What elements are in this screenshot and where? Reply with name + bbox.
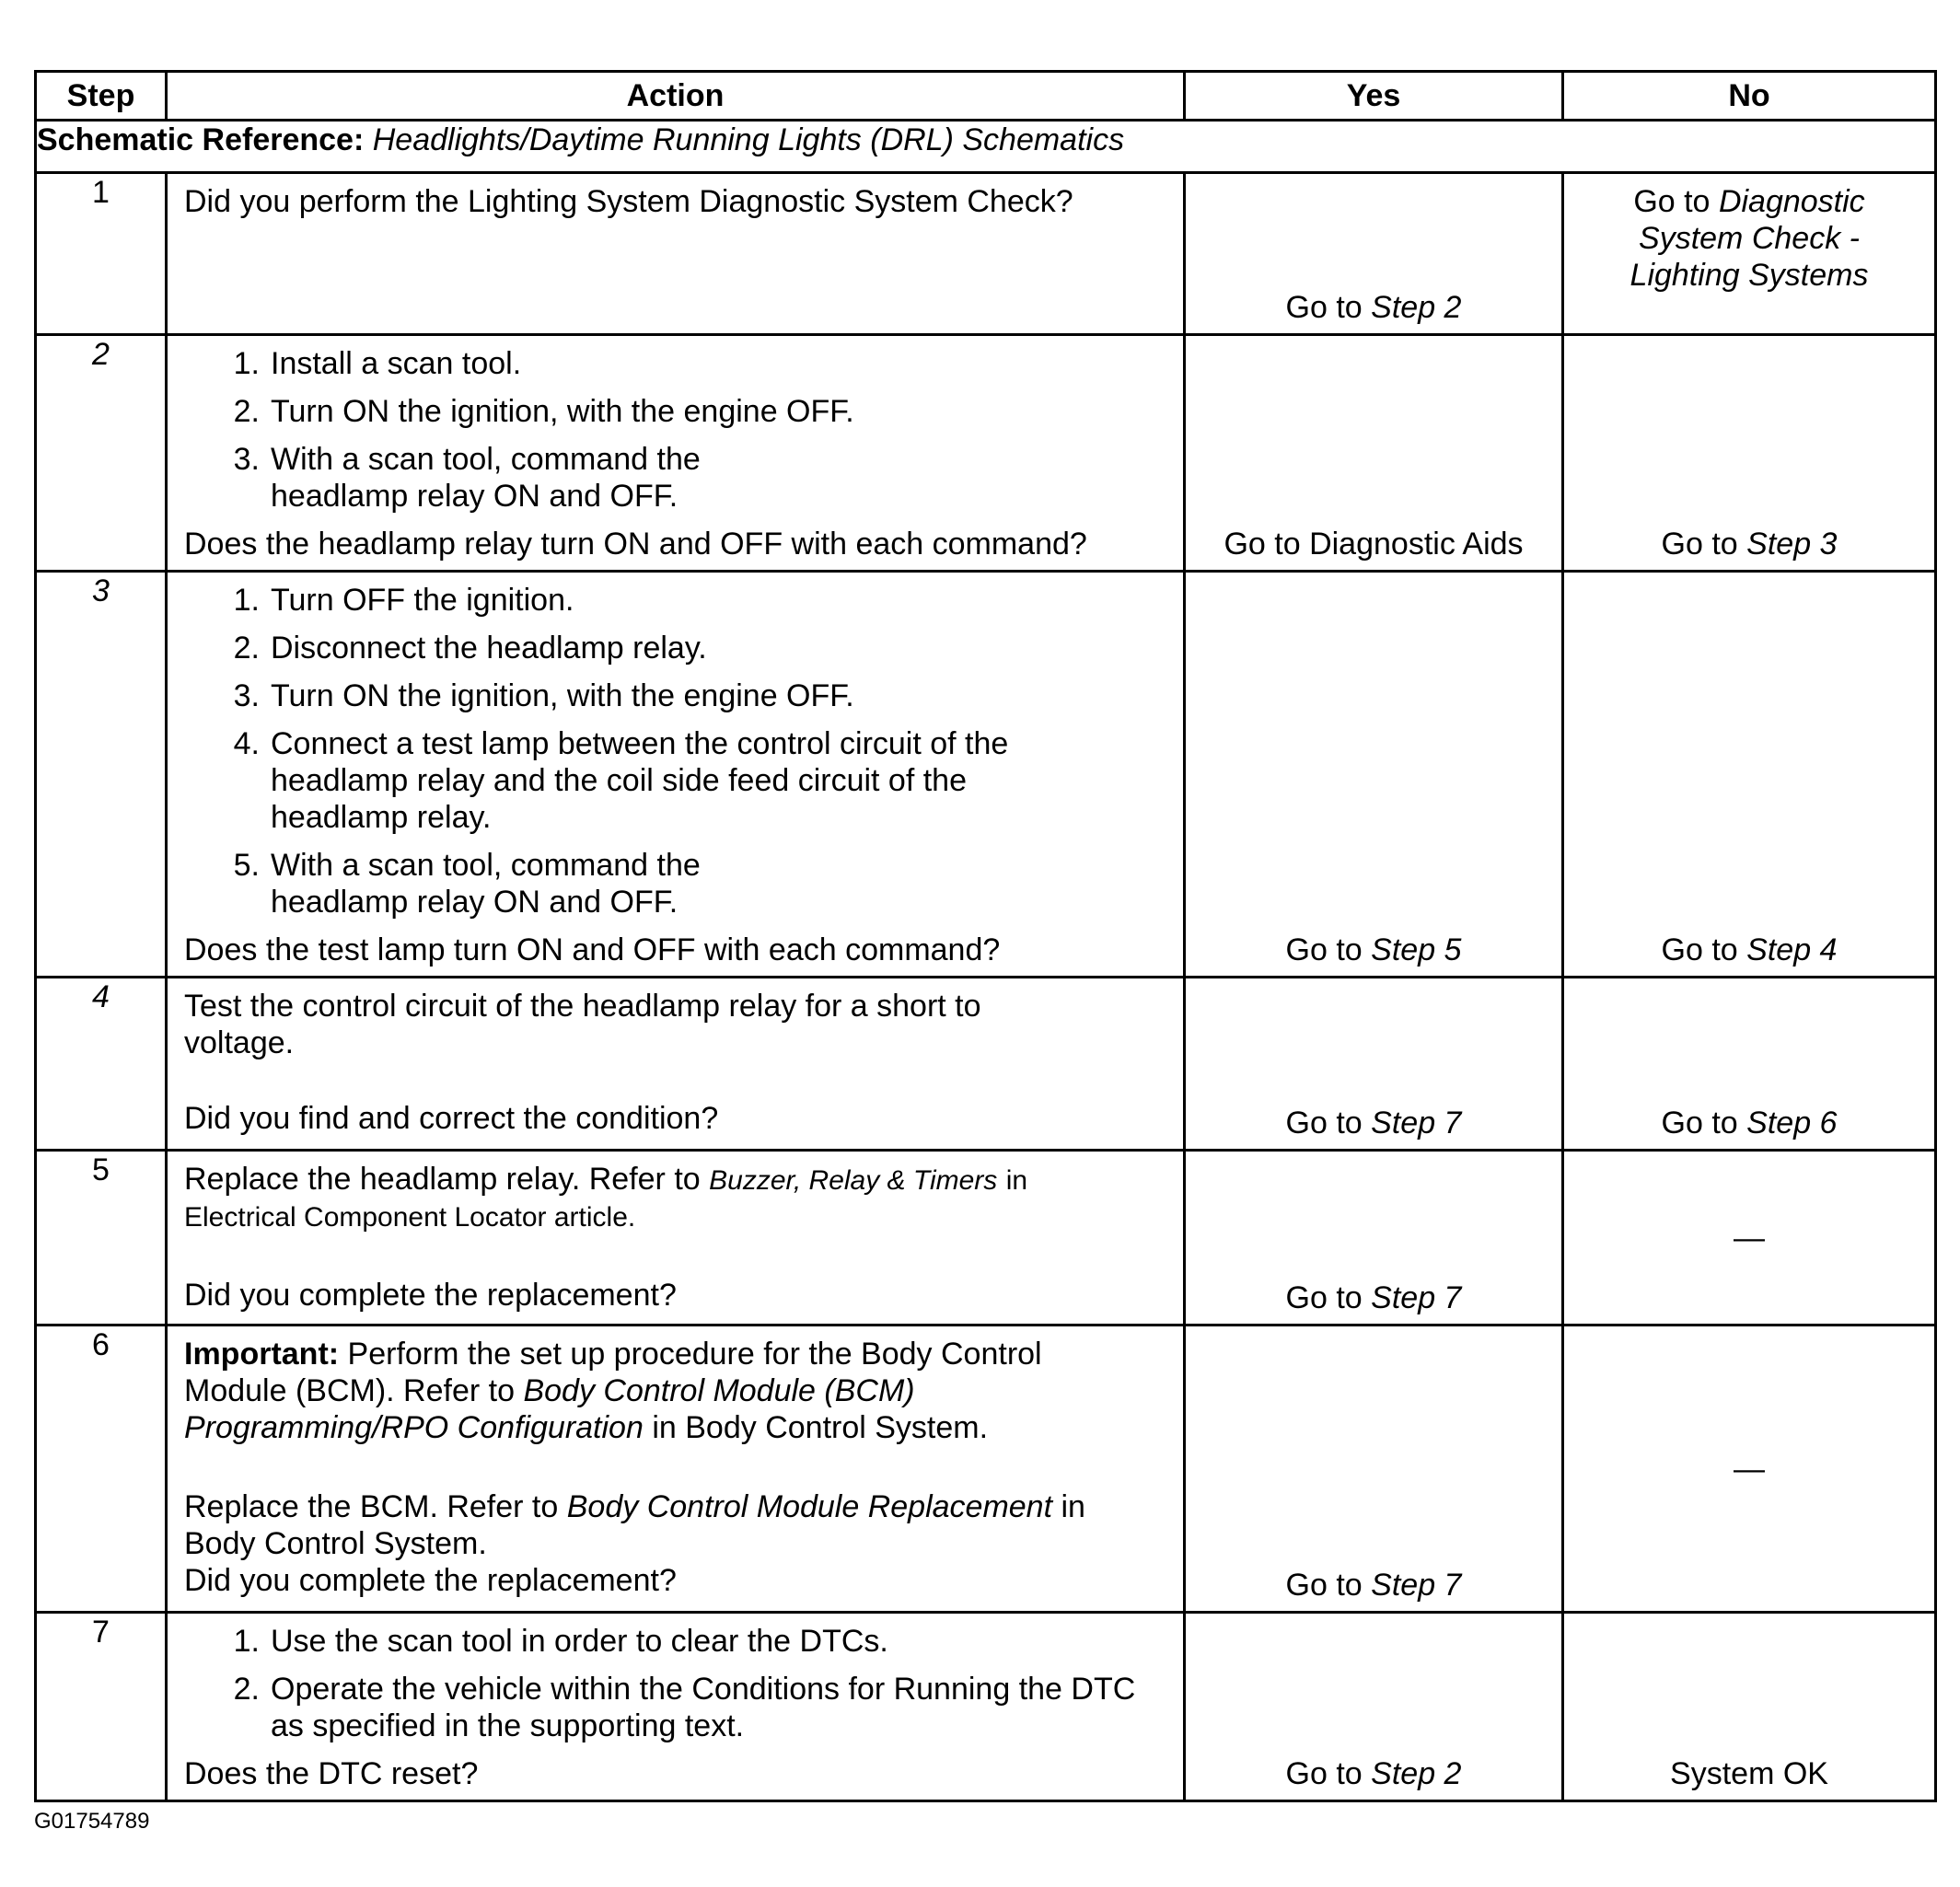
schematic-reference <box>36 121 1936 173</box>
important-label: Important: <box>184 1337 340 1372</box>
yes-step-ref: Step 2 <box>1371 290 1462 325</box>
yes-cell <box>1185 1613 1563 1801</box>
action-question: Does the headlamp relay turn ON and OFF with each command? <box>184 527 1087 561</box>
no-cell <box>1563 173 1936 335</box>
list-item: 4. Connect a test lamp between the control circuit of the headlamp relay and the coil side feed circuit of the headlamp relay. <box>233 726 1009 835</box>
table-row-step-6 <box>36 1326 1936 1613</box>
action-question: Does the test lamp turn ON and OFF with each command? <box>184 932 1001 967</box>
step-number: 1 <box>36 173 167 335</box>
diagnostic-table <box>34 70 1937 1802</box>
go-to-label: Go to <box>1285 932 1363 967</box>
action-cell <box>167 1613 1185 1801</box>
table-row-step-1 <box>36 173 1936 335</box>
step-number: 4 <box>36 978 167 1151</box>
yes-step-ref: Step 2 <box>1371 1756 1462 1791</box>
action-question: Did you find and correct the condition? <box>184 1101 719 1136</box>
yes-cell <box>1185 978 1563 1151</box>
action-cell <box>167 1151 1185 1326</box>
no-ref-line-3: Lighting Systems <box>1629 258 1869 293</box>
reference-link-text: Body Control Module (BCM) Programming/RPO Configuration <box>184 1373 915 1445</box>
list-item: 3. With a scan tool, command the headlamp relay ON and OFF. <box>233 442 701 514</box>
table-row-step-4 <box>36 978 1936 1151</box>
step-number: 7 <box>36 1613 167 1801</box>
no-ref-line-1: Diagnostic <box>1718 184 1865 219</box>
action-cell <box>167 572 1185 978</box>
go-to-label: Go to <box>1661 932 1738 967</box>
replace-instruction: Replace the BCM. Refer to Body Control Module Replacement in Body Control System. <box>184 1489 1085 1561</box>
yes-step-ref: Step 7 <box>1371 1280 1462 1315</box>
yes-cell <box>1185 173 1563 335</box>
no-dash: — <box>1734 1220 1765 1256</box>
no-cell <box>1563 1613 1936 1801</box>
header-row <box>36 72 1936 121</box>
step-number: 2 <box>36 335 167 572</box>
list-item: 1. Turn OFF the ignition. <box>233 583 574 618</box>
no-step-ref: Step 6 <box>1746 1106 1838 1140</box>
yes-step-ref: Step 5 <box>1371 932 1462 967</box>
step-number: 5 <box>36 1151 167 1326</box>
yes-cell <box>1185 335 1563 572</box>
reference-link-text: Buzzer, Relay & Timers <box>709 1165 998 1196</box>
no-dash: — <box>1734 1451 1765 1487</box>
list-item: 5. With a scan tool, command the headlamp relay ON and OFF. <box>233 848 701 920</box>
no-step-ref: Step 3 <box>1746 527 1838 561</box>
step-number: 6 <box>36 1326 167 1613</box>
no-cell <box>1563 978 1936 1151</box>
table-row-step-3 <box>36 572 1936 978</box>
action-question: Did you complete the replacement? <box>184 1563 677 1598</box>
yes-step-ref: Step 7 <box>1371 1568 1462 1603</box>
yes-cell <box>1185 1151 1563 1326</box>
schematic-reference-value: Headlights/Daytime Running Lights (DRL) Schematics <box>372 122 1125 157</box>
table-row-step-5 <box>36 1151 1936 1326</box>
list-item: 1. Install a scan tool. <box>233 346 522 381</box>
header-yes: Yes <box>1185 72 1563 121</box>
important-note: Important: Perform the set up procedure for the Body Control Module (BCM). Refer to Body Control Module (BCM) Programming/RPO Configuration in Body Control System. <box>184 1337 1042 1445</box>
action-text-continued: Electrical Component Locator article. <box>184 1202 636 1233</box>
list-item: 2. Operate the vehicle within the Conditions for Running the DTC as specified in the supporting text. <box>233 1672 1136 1743</box>
figure-id: G01754789 <box>34 1809 150 1834</box>
yes-cell <box>1185 572 1563 978</box>
go-to-label: Go to <box>1633 184 1711 219</box>
action-steps-list <box>184 1623 1168 1744</box>
table-row-step-2 <box>36 335 1936 572</box>
action-cell <box>167 978 1185 1151</box>
no-step-ref: Step 4 <box>1746 932 1838 967</box>
go-to-label: Go to <box>1661 527 1738 561</box>
go-to-label: Go to <box>1285 1756 1363 1791</box>
header-action: Action <box>167 72 1185 121</box>
no-cell <box>1563 572 1936 978</box>
no-cell <box>1563 1151 1936 1326</box>
list-item: 3. Turn ON the ignition, with the engine OFF. <box>233 678 854 713</box>
no-ref-line-2: System Check - <box>1639 221 1860 256</box>
list-item: 2. Disconnect the headlamp relay. <box>233 631 707 666</box>
action-question: Does the DTC reset? <box>184 1756 479 1791</box>
schematic-reference-row <box>36 121 1936 173</box>
header-no: No <box>1563 72 1936 121</box>
action-steps-list <box>184 345 1168 515</box>
action-cell <box>167 1326 1185 1613</box>
go-to-label: Go to <box>1285 1280 1363 1315</box>
list-item: 1. Use the scan tool in order to clear the DTCs. <box>233 1624 888 1659</box>
yes-text: Go to Diagnostic Aids <box>1224 527 1524 561</box>
action-question: Did you perform the Lighting System Diagnostic System Check? <box>184 184 1073 219</box>
action-steps-list <box>184 582 1168 920</box>
schematic-reference-label: Schematic Reference: <box>37 122 365 157</box>
header-step: Step <box>36 72 167 121</box>
reference-link-text: Body Control Module Replacement <box>566 1489 1053 1524</box>
go-to-label: Go to <box>1285 1568 1363 1603</box>
action-cell <box>167 335 1185 572</box>
yes-cell <box>1185 1326 1563 1613</box>
diagnostic-table-container <box>34 70 1934 1802</box>
no-cell <box>1563 1326 1936 1613</box>
go-to-label: Go to <box>1285 290 1363 325</box>
no-text: System OK <box>1670 1756 1828 1791</box>
go-to-label: Go to <box>1285 1106 1363 1140</box>
list-item: 2. Turn ON the ignition, with the engine OFF. <box>233 394 854 429</box>
action-text: Replace the headlamp relay. Refer to Buzzer, Relay & Timers in <box>184 1162 1028 1197</box>
yes-step-ref: Step 7 <box>1371 1106 1462 1140</box>
action-text: Test the control circuit of the headlamp relay for a short to voltage. <box>184 989 981 1060</box>
action-question: Did you complete the replacement? <box>184 1278 677 1313</box>
step-number: 3 <box>36 572 167 978</box>
table-row-step-7 <box>36 1613 1936 1801</box>
action-cell <box>167 173 1185 335</box>
no-cell <box>1563 335 1936 572</box>
go-to-label: Go to <box>1661 1106 1738 1140</box>
